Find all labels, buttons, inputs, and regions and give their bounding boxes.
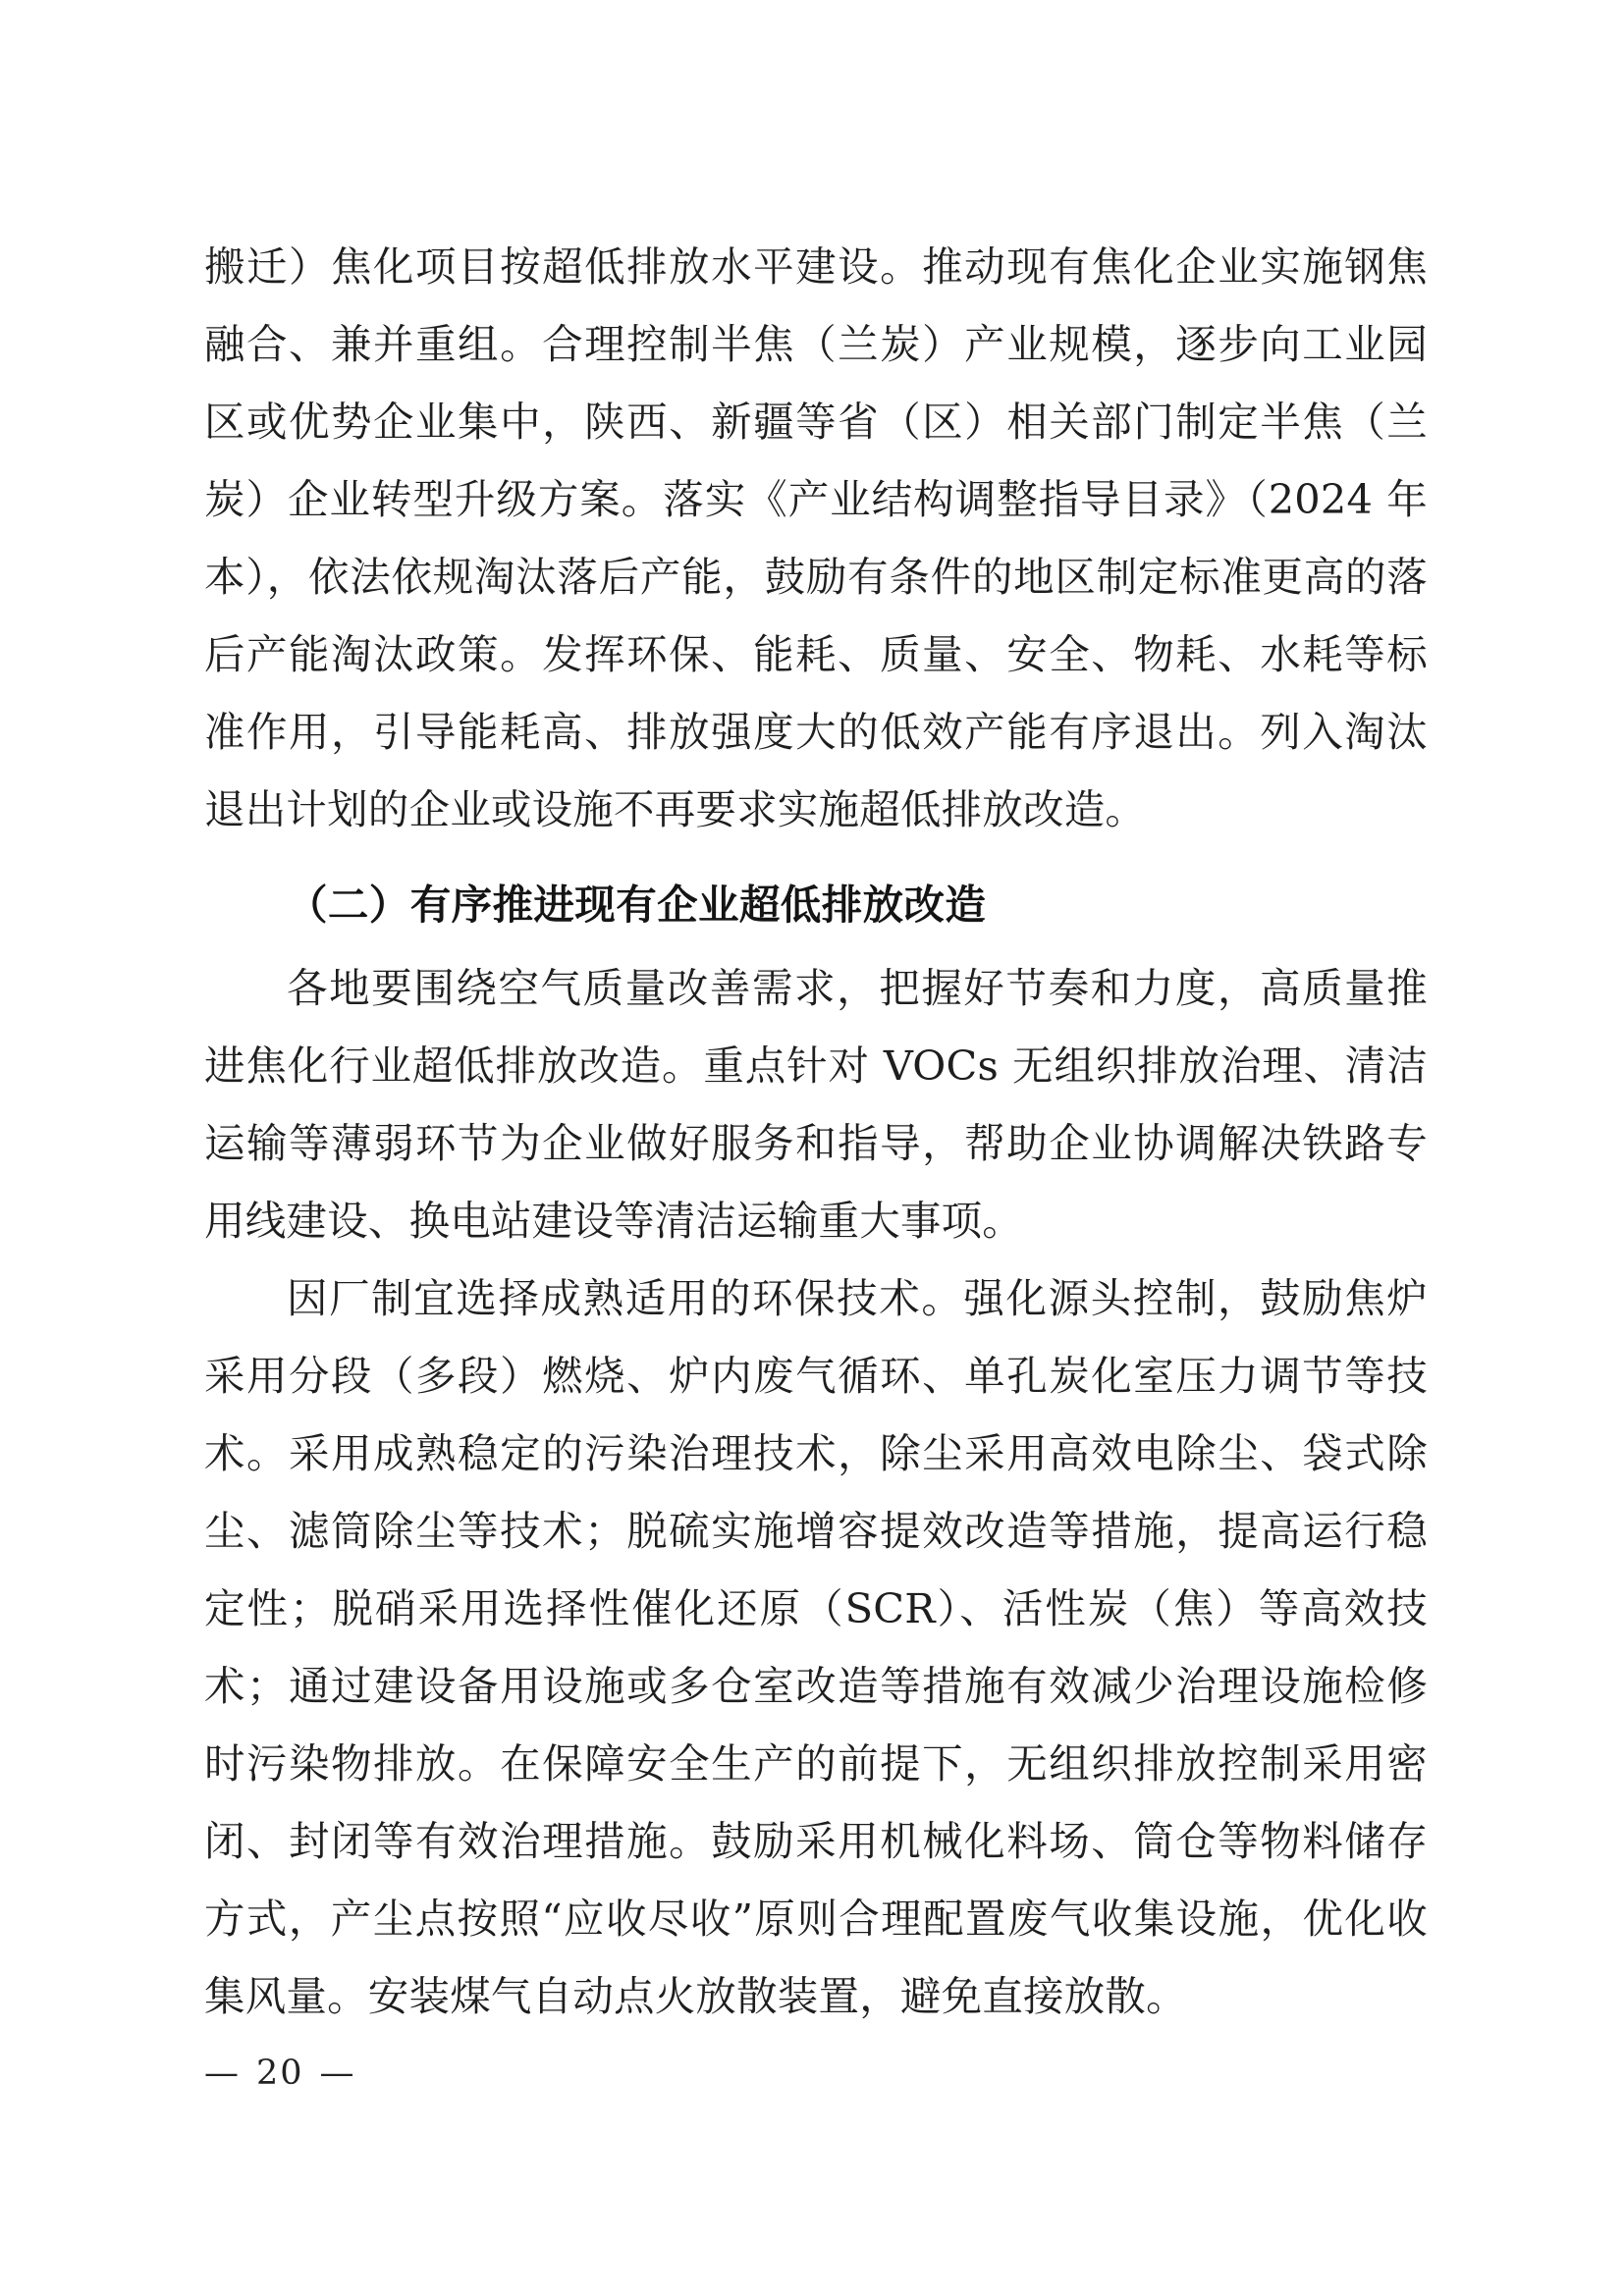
paragraph-local-requirements: 各地要围绕空气质量改善需求，把握好节奏和力度，高质量推进焦化行业超低排放改造。重点针对 VOCs 无组织排放治理、清洁运输等薄弱环节为企业做好服务和指导，帮助企业协调解决铁路专用线建设、换电站建设等清洁运输重大事项。 xyxy=(204,964,1428,1245)
page-footer xyxy=(0,2054,1624,2093)
page-number: 20 xyxy=(256,2054,304,2093)
page-content xyxy=(204,228,1428,2035)
paragraph-technology-selection: 因厂制宜选择成熟适用的环保技术。强化源头控制，鼓励焦炉采用分段（多段）燃烧、炉内废气循环、单孔炭化室压力调节等技术。采用成熟稳定的污染治理技术，除尘采用高效电除尘、袋式除尘、滤筒除尘等技术；脱硫实施增容提效改造等措施，提高运行稳定性；脱硝采用选择性催化还原（SCR）、活性炭（焦）等高效技术；通过建设备用设施或多仓室改造等措施有效减少治理设施检修时污染物排放。在保障安全生产的前提下，无组织排放控制采用密闭、封闭等有效治理措施。鼓励采用机械化料场、筒仓等物料储存方式，产尘点按照“应收尽收”原则合理配置废气收集设施，优化收集风量。安装煤气自动点火放散装置，避免直接放散。 xyxy=(204,1274,1428,2020)
section-heading-2: （二）有序推进现有企业超低排放改造 xyxy=(287,881,987,929)
page-dash-left: — xyxy=(204,2054,241,2093)
paragraph-continuation: 搬迁）焦化项目按超低排放水平建设。推动现有焦化企业实施钢焦融合、兼并重组。合理控制半焦（兰炭）产业规模，逐步向工业园区或优势企业集中，陕西、新疆等省（区）相关部门制定半焦（兰炭）企业转型升级方案。落实《产业结构调整指导目录》（2024 年本），依法依规淘汰落后产能，鼓励有条件的地区制定标准更高的落后产能淘汰政策。发挥环保、能耗、质量、安全、物耗、水耗等标准作用，引导能耗高、排放强度大的低效产能有序退出。列入淘汰退出计划的企业或设施不再要求实施超低排放改造。 xyxy=(204,242,1428,833)
page-dash-right: — xyxy=(319,2054,356,2093)
